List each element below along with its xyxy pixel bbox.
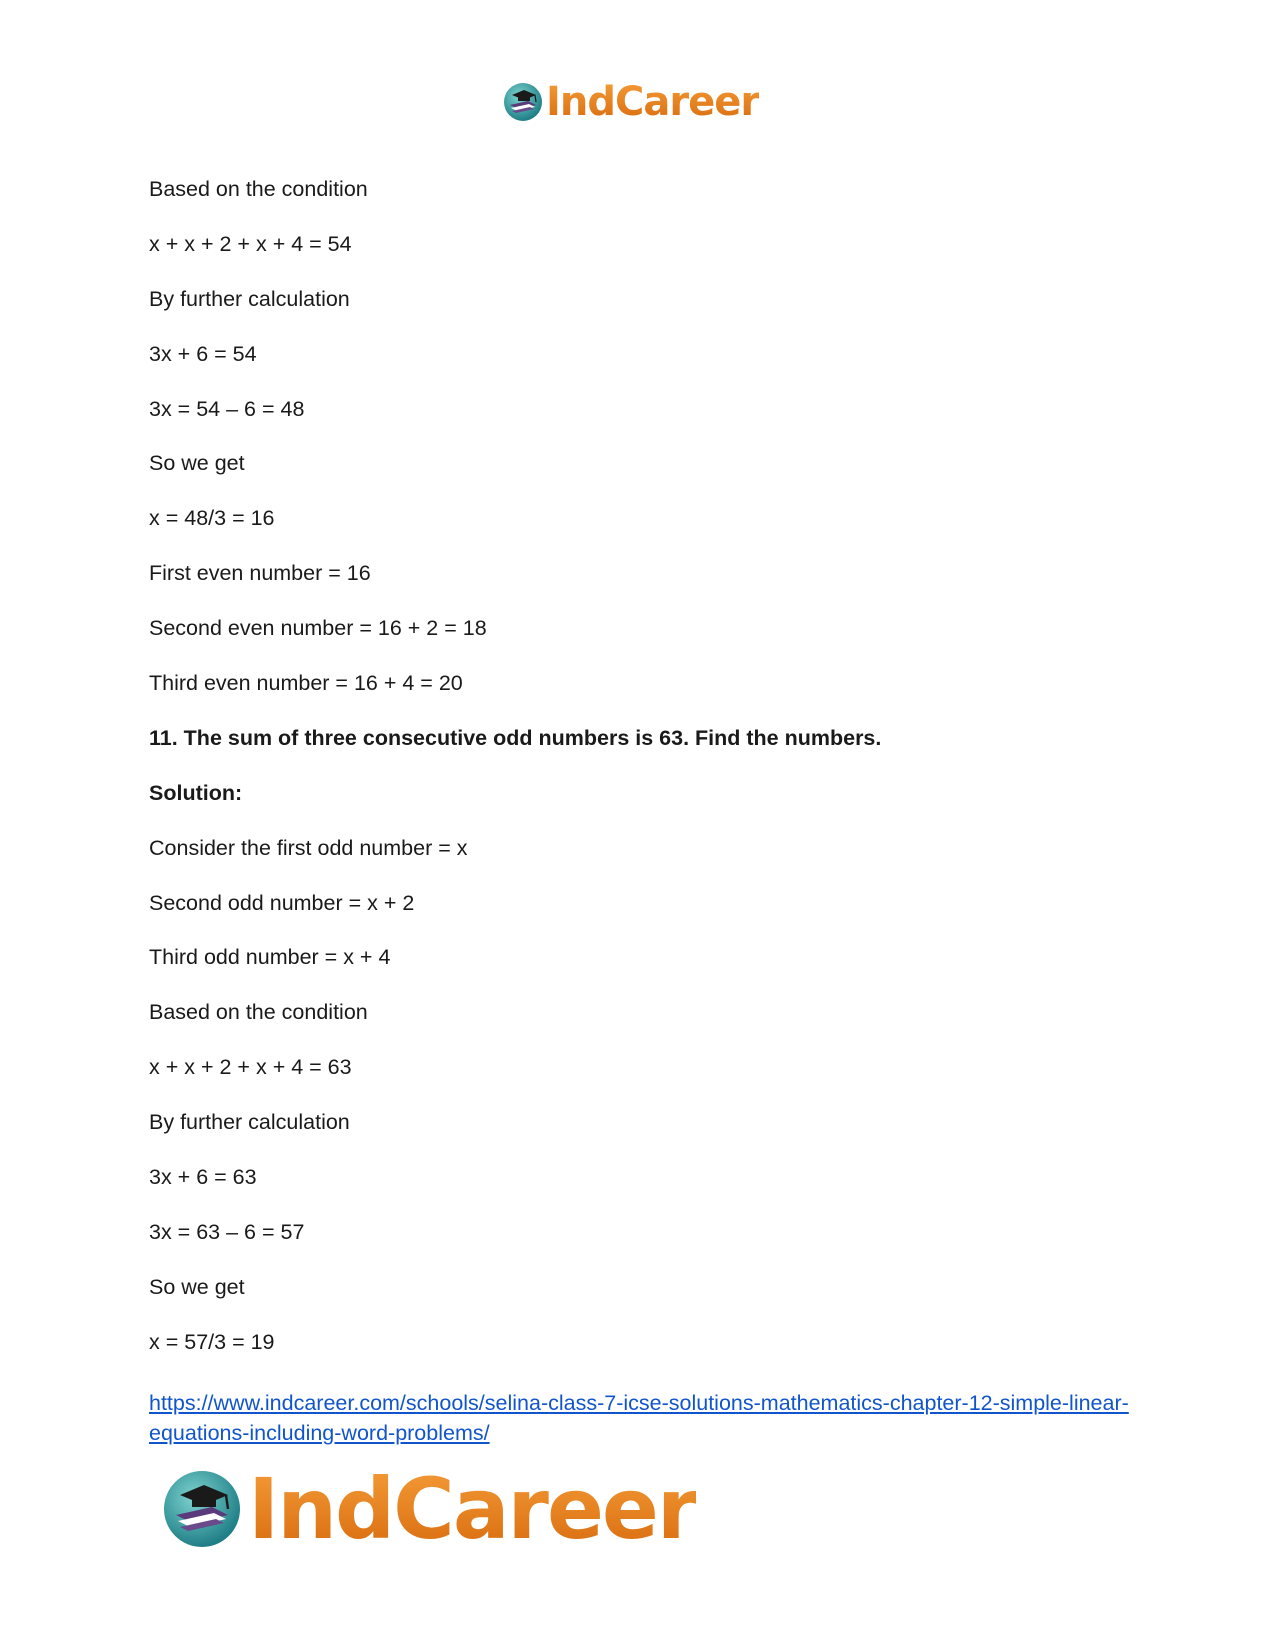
solution-line: 3x = 54 – 6 = 48 bbox=[149, 396, 305, 421]
solution-line: Consider the first odd number = x bbox=[149, 835, 468, 860]
solution-content bbox=[149, 176, 1129, 1384]
solution-line: 3x = 63 – 6 = 57 bbox=[149, 1219, 305, 1244]
question-text: 11. The sum of three consecutive odd numbers is 63. Find the numbers. bbox=[149, 725, 882, 750]
graduation-cap-book-globe-icon bbox=[160, 1467, 244, 1551]
solution-line: x + x + 2 + x + 4 = 54 bbox=[149, 231, 352, 256]
solution-line: 3x + 6 = 54 bbox=[149, 341, 257, 366]
logo-text: IndCareer bbox=[546, 79, 760, 125]
source-link[interactable]: https://www.indcareer.com/schools/selina-class-7-icse-solutions-mathematics-chapter-12-simple-linear-equations-including-word-problems/ bbox=[149, 1391, 1129, 1445]
solution-line: 3x + 6 = 63 bbox=[149, 1165, 257, 1190]
solution-line: x + x + 2 + x + 4 = 63 bbox=[149, 1055, 352, 1080]
solution-line: Third odd number = x + 4 bbox=[149, 945, 391, 970]
solution-line: Second even number = 16 + 2 = 18 bbox=[149, 616, 487, 641]
solution-line: So we get bbox=[149, 451, 245, 476]
solution-line: Based on the condition bbox=[149, 177, 368, 201]
solution-line: First even number = 16 bbox=[149, 561, 371, 586]
solution-line: By further calculation bbox=[149, 286, 350, 311]
header-logo bbox=[502, 80, 759, 124]
solution-line: Second odd number = x + 2 bbox=[149, 890, 415, 915]
graduation-cap-book-globe-icon bbox=[502, 81, 544, 123]
solution-line: x = 48/3 = 16 bbox=[149, 506, 275, 531]
solution-line: By further calculation bbox=[149, 1110, 350, 1135]
solution-line: x = 57/3 = 19 bbox=[149, 1329, 275, 1354]
solution-line: So we get bbox=[149, 1274, 245, 1299]
solution-line: Based on the condition bbox=[149, 1000, 368, 1025]
question-text: Solution: bbox=[149, 780, 243, 805]
solution-line: Third even number = 16 + 4 = 20 bbox=[149, 671, 463, 696]
logo-text: IndCareer bbox=[248, 1460, 697, 1558]
footer-logo bbox=[160, 1460, 697, 1558]
